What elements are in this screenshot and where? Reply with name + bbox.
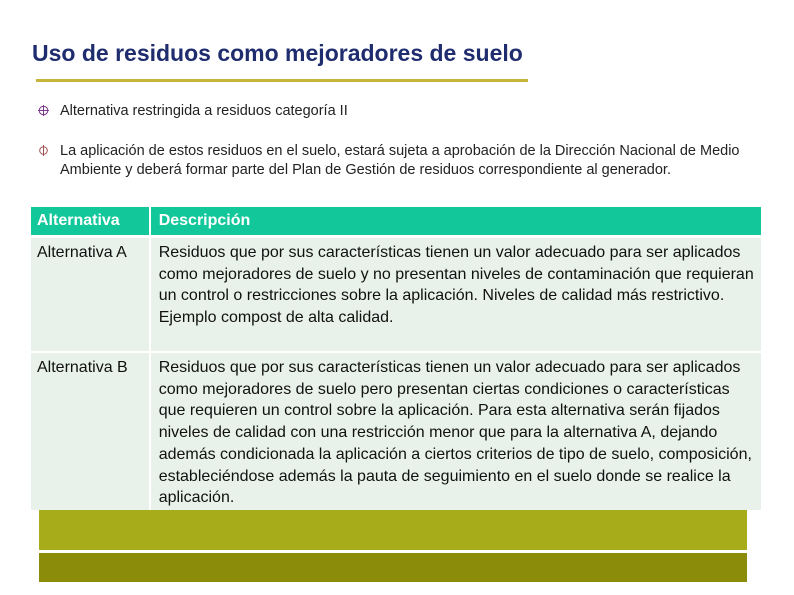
decorative-bar-dark [39,553,747,582]
cell-alternativa: Alternativa B [31,353,149,510]
cell-descripcion: Residuos que por sus características tienen un valor adecuado para ser aplicados como mejoradores de suelo pero presentan ciertas condiciones o características que requieren un control sobre la aplicación. Para esta alternativa serán fijados niveles de calidad con una restricción menor que para la alternativa A, dejando además condicionada la aplicación a ciertos criterios de tipo de suelo, composición, estableciéndose además la pauta de seguimiento en el suelo donde se realice la aplicación. [151,353,761,510]
slide-title: Uso de residuos como mejoradores de suelo [32,40,523,66]
bullet-text: La aplicación de estos residuos en el suelo, estará sujeta a aprobación de la Dirección Nacional de Medio Ambiente y deberá formar parte del Plan de Gestión de residuos correspondiente al generador. [60,143,740,178]
header-descripcion: Descripción [151,207,761,235]
circle-cross-icon [38,105,49,116]
bullet-item [38,142,778,180]
title-underline [36,79,528,82]
cell-descripcion: Residuos que por sus características tienen un valor adecuado para ser aplicados como mejoradores de suelo y no presentan niveles de contaminación que requieran un control o restricciones sobre la aplicación. Niveles de calidad más restrictivo. Ejemplo compost de alta calidad. [151,238,761,351]
cell-alternativa: Alternativa A [31,238,149,351]
table-row [31,353,761,510]
alternatives-table [31,207,761,510]
bullet-text: Alternativa restringida a residuos categoría II [60,103,348,119]
table-row [31,238,761,351]
decorative-bar-light [39,510,747,550]
header-alternativa: Alternativa [31,207,149,235]
circle-slash-icon [38,145,49,156]
table-header-row [31,207,761,235]
bullet-item [38,102,778,121]
